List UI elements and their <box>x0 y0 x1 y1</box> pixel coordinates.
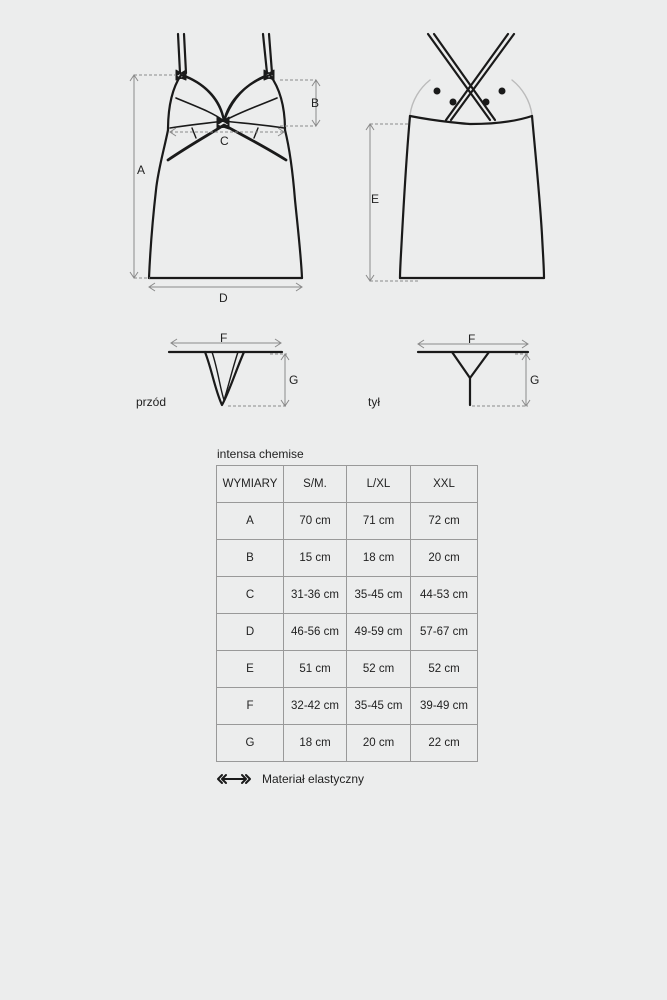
back-chemise-drawing <box>400 34 544 278</box>
dimension-cell: E <box>217 651 284 688</box>
legend-text: Materiał elastyczny <box>262 772 365 786</box>
label-g-front: G <box>289 373 299 387</box>
label-d: D <box>219 291 228 305</box>
table-row <box>217 688 478 725</box>
size-value-cell: 71 cm <box>347 503 411 540</box>
size-value-cell: 57-67 cm <box>411 614 478 651</box>
size-value-cell: 35-45 cm <box>347 688 411 725</box>
size-value-cell: 70 cm <box>284 503 347 540</box>
caption-back: tył <box>368 395 380 409</box>
size-value-cell: 20 cm <box>347 725 411 762</box>
label-g-back: G <box>530 373 540 387</box>
size-value-cell: 18 cm <box>284 725 347 762</box>
dimension-cell: F <box>217 688 284 725</box>
front-chemise-drawing <box>149 34 302 278</box>
table-title: intensa chemise <box>217 447 304 461</box>
size-value-cell: 49-59 cm <box>347 614 411 651</box>
table-row <box>217 725 478 762</box>
size-value-cell: 22 cm <box>411 725 478 762</box>
size-value-cell: 51 cm <box>284 651 347 688</box>
table-row <box>217 614 478 651</box>
dimension-cell: D <box>217 614 284 651</box>
dimension-cell: G <box>217 725 284 762</box>
size-value-cell: 52 cm <box>411 651 478 688</box>
size-value-cell: 15 cm <box>284 540 347 577</box>
size-value-cell: 20 cm <box>411 540 478 577</box>
table-row <box>217 651 478 688</box>
size-value-cell: 18 cm <box>347 540 411 577</box>
label-f-front: F <box>220 331 228 345</box>
label-b: B <box>311 96 320 110</box>
label-c: C <box>220 134 229 148</box>
size-value-cell: 31-36 cm <box>284 577 347 614</box>
size-value-cell: 44-53 cm <box>411 577 478 614</box>
dimension-cell: B <box>217 540 284 577</box>
table-header-cell: XXL <box>411 466 478 503</box>
size-value-cell: 52 cm <box>347 651 411 688</box>
table-header-cell: WYMIARY <box>217 466 284 503</box>
size-table <box>216 465 478 762</box>
size-value-cell: 39-49 cm <box>411 688 478 725</box>
label-e: E <box>371 192 380 206</box>
dimension-cell: C <box>217 577 284 614</box>
table-header-row <box>217 466 478 503</box>
dimension-cell: A <box>217 503 284 540</box>
size-value-cell: 46-56 cm <box>284 614 347 651</box>
legend <box>216 772 364 786</box>
back-thong-drawing <box>418 352 528 405</box>
front-thong-drawing <box>169 352 282 405</box>
label-a: A <box>137 163 146 177</box>
stretch-arrows-icon <box>216 773 252 785</box>
table-row <box>217 577 478 614</box>
label-f-back: F <box>468 332 476 346</box>
size-value-cell: 72 cm <box>411 503 478 540</box>
caption-front: przód <box>136 395 167 409</box>
size-diagram <box>0 0 667 440</box>
table-row <box>217 503 478 540</box>
table-row <box>217 540 478 577</box>
size-value-cell: 32-42 cm <box>284 688 347 725</box>
table-header-cell: S/M. <box>284 466 347 503</box>
size-value-cell: 35-45 cm <box>347 577 411 614</box>
table-header-cell: L/XL <box>347 466 411 503</box>
